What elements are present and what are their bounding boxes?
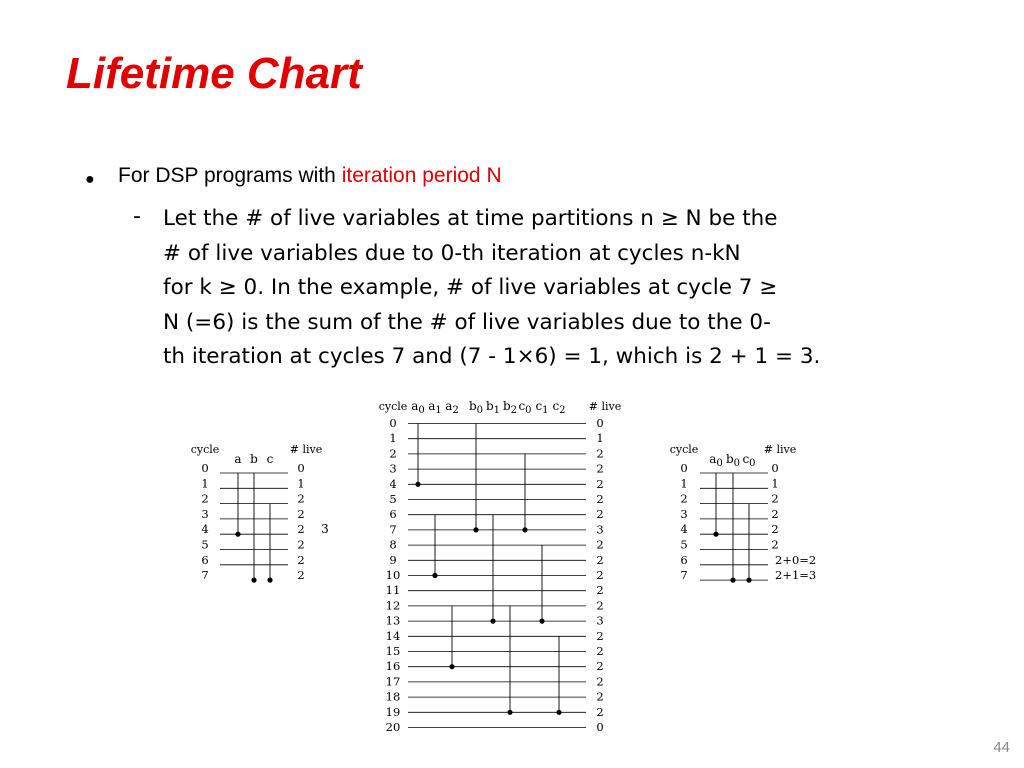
- chart-middle-live-value: 0: [596, 416, 604, 430]
- chart-middle-cycle-label: 5: [389, 492, 397, 506]
- chart-middle-lifetime-end-dot: [449, 664, 454, 669]
- chart-right-live-value: 2: [771, 506, 779, 521]
- chart-middle-live-value: 2: [596, 674, 604, 689]
- chart-right-var-label: $b_0$: [725, 452, 741, 469]
- chart-middle-cycle-label: 13: [385, 613, 401, 628]
- chart-middle-live-value: 2: [596, 644, 604, 658]
- chart-right-cycle-label: 7: [680, 568, 688, 583]
- chart-right-live-value: 2+1=3: [775, 568, 817, 583]
- chart-middle-lifetime-end-dot: [432, 573, 437, 578]
- chart-right-cycle-label: 1: [680, 476, 688, 491]
- chart-middle-lifetime-end-dot: [556, 710, 561, 715]
- chart-middle-var-label: $c_0$: [518, 399, 532, 416]
- chart-middle-lifetime-end-dot: [507, 710, 512, 715]
- chart-middle-var-label: $c_2$: [552, 399, 566, 416]
- chart-middle-cycle-label: 11: [385, 583, 401, 598]
- chart-middle-live-value: 1: [596, 431, 604, 446]
- chart-left-live-value: 0: [297, 461, 305, 475]
- chart-middle-live-value: 2: [596, 598, 604, 613]
- chart-left-live-value: 2: [297, 506, 305, 521]
- chart-right-cycle-label: 0: [680, 461, 688, 475]
- chart-middle-live-value: 2: [596, 689, 604, 704]
- chart-middle-lifetime-end-dot: [539, 619, 544, 624]
- chart-left-header-cycle: cycle: [190, 443, 220, 456]
- chart-middle-live-value: 2: [596, 507, 604, 522]
- chart-middle-live-value: 0: [596, 720, 604, 734]
- chart-middle-var-label: $c_1$: [535, 399, 549, 416]
- chart-middle-cycle-label: 16: [385, 659, 401, 674]
- chart-left-cycle-label: 2: [201, 491, 209, 506]
- chart-right-cycle-label: 2: [680, 491, 688, 506]
- chart-middle-var-label: $b_0$: [468, 399, 484, 416]
- chart-middle-var-label: $a_2$: [445, 399, 459, 416]
- chart-right-cycle-label: 5: [680, 537, 688, 552]
- chart-middle-cycle-label: 20: [385, 720, 401, 734]
- chart-middle-live-value: 2: [596, 552, 604, 567]
- chart-left-lifetime-end-dot: [267, 578, 272, 583]
- chart-middle-lifetime-end-dot: [415, 482, 420, 487]
- chart-middle-var-label: $b_1$: [485, 399, 501, 416]
- chart-middle-live-value: 3: [596, 522, 604, 537]
- chart-right-header-live: # live: [763, 443, 797, 456]
- chart-middle-live-value: 2: [596, 568, 604, 582]
- chart-middle-cycle-label: 15: [385, 644, 401, 658]
- chart-left-var-label: b: [250, 452, 258, 466]
- chart-right-header-cycle: cycle: [669, 443, 699, 456]
- chart-middle-cycle-label: 7: [389, 522, 397, 537]
- chart-left-cycle-label: 1: [201, 476, 209, 491]
- chart-left-cycle-label: 5: [201, 537, 209, 552]
- chart-left-live-value: 2: [297, 537, 305, 552]
- chart-left-live-value: 2: [297, 568, 305, 583]
- chart-middle-live-value: 2: [596, 461, 604, 476]
- sub-bullet-line: N (=6) is the sum of the # of live variables due to the 0-: [163, 309, 771, 335]
- chart-middle-live-value: 2: [596, 476, 604, 491]
- chart-left-cycle-label: 4: [201, 522, 209, 537]
- chart-middle-cycle-label: 4: [389, 476, 397, 491]
- chart-left-var-label: a: [234, 452, 242, 466]
- chart-right-var-label: $c_0$: [742, 452, 756, 469]
- chart-middle-var-label: $a_0$: [411, 399, 425, 416]
- chart-left-live-value: 2: [297, 491, 305, 506]
- chart-right-var-label: $a_0$: [709, 452, 723, 469]
- chart-left-cycle-label: 0: [201, 461, 209, 475]
- chart-left-cycle-label: 3: [201, 506, 209, 521]
- chart-right-lifetime-end-dot: [746, 578, 751, 583]
- chart-middle-lifetime-end-dot: [473, 527, 478, 532]
- chart-middle-cycle-label: 3: [389, 461, 397, 476]
- chart-right-live-value: 2: [771, 522, 779, 537]
- chart-left-lifetime-end-dot: [235, 532, 240, 537]
- chart-middle-cycle-label: 14: [385, 628, 401, 643]
- chart-middle-header-cycle: cycle: [378, 400, 408, 413]
- chart-middle-live-value: 2: [596, 492, 604, 506]
- slide-title: Lifetime Chart: [66, 49, 362, 98]
- chart-middle-cycle-label: 1: [389, 431, 397, 446]
- chart-middle-var-label: $a_1$: [428, 399, 442, 416]
- bullet-highlight: iteration period N: [341, 164, 502, 187]
- chart-right-live-value: 2+0=2: [775, 552, 817, 567]
- chart-middle-cycle-label: 2: [389, 446, 397, 461]
- chart-middle-lifetime-end-dot: [522, 527, 527, 532]
- chart-right-live-value: 2: [771, 537, 779, 552]
- chart-middle-cycle-label: 0: [389, 416, 397, 430]
- chart-left-note: 3: [321, 522, 329, 537]
- chart-left-live-value: 2: [297, 552, 305, 567]
- bullet-dot-icon: ●: [85, 171, 95, 188]
- chart-middle-cycle-label: 6: [389, 507, 397, 522]
- chart-left-header-live: # live: [289, 443, 323, 456]
- chart-left-cycle-label: 6: [201, 552, 209, 567]
- chart-middle-cycle-label: 19: [385, 704, 401, 719]
- chart-middle-lifetime-end-dot: [490, 619, 495, 624]
- chart-right-live-value: 2: [771, 491, 779, 506]
- sub-bullet-line: Let the # of live variables at time partitions n ≥ N be the: [163, 206, 778, 231]
- chart-middle-header-live: # live: [588, 400, 622, 413]
- chart-right-lifetime-end-dot: [730, 578, 735, 583]
- chart-middle-live-value: 3: [596, 613, 604, 628]
- chart-middle-cycle-label: 10: [385, 568, 401, 582]
- bullet-text-plain: For DSP programs with: [118, 164, 342, 187]
- sub-bullet-line: th iteration at cycles 7 and (7 - 1×6) = 1, which is 2 + 1 = 3.: [163, 344, 821, 370]
- chart-middle-cycle-label: 12: [385, 598, 401, 613]
- chart-left-live-value: 1: [297, 476, 305, 491]
- chart-middle-live-value: 2: [596, 537, 604, 552]
- chart-middle-live-value: 2: [596, 659, 604, 674]
- sub-bullet-line: # of live variables due to 0-th iteration at cycles n-kN: [163, 240, 741, 266]
- chart-middle-live-value: 2: [596, 704, 604, 719]
- chart-left-cycle-label: 7: [201, 568, 209, 583]
- chart-middle-cycle-label: 18: [385, 689, 401, 704]
- chart-left-live-value: 2: [297, 522, 305, 537]
- chart-middle-live-value: 2: [596, 628, 604, 643]
- chart-middle-live-value: 2: [596, 583, 604, 598]
- sub-bullet-marker: -: [133, 204, 141, 229]
- sub-bullet-line: for k ≥ 0. In the example, # of live variables at cycle 7 ≥: [163, 275, 778, 301]
- chart-middle-live-value: 2: [596, 446, 604, 461]
- page-number: 44: [993, 739, 1010, 756]
- chart-left-var-label: c: [266, 452, 274, 466]
- chart-right-cycle-label: 4: [680, 522, 688, 537]
- chart-middle-cycle-label: 17: [385, 674, 401, 689]
- chart-right-lifetime-end-dot: [713, 532, 718, 537]
- chart-middle-var-label: $b_2$: [502, 399, 518, 416]
- chart-right-live-value: 1: [771, 476, 779, 491]
- chart-right-cycle-label: 6: [680, 552, 688, 567]
- chart-middle-cycle-label: 9: [389, 552, 397, 567]
- chart-right-live-value: 0: [771, 461, 779, 475]
- chart-middle-cycle-label: 8: [389, 537, 397, 552]
- chart-left-lifetime-end-dot: [251, 578, 256, 583]
- chart-right-cycle-label: 3: [680, 506, 688, 521]
